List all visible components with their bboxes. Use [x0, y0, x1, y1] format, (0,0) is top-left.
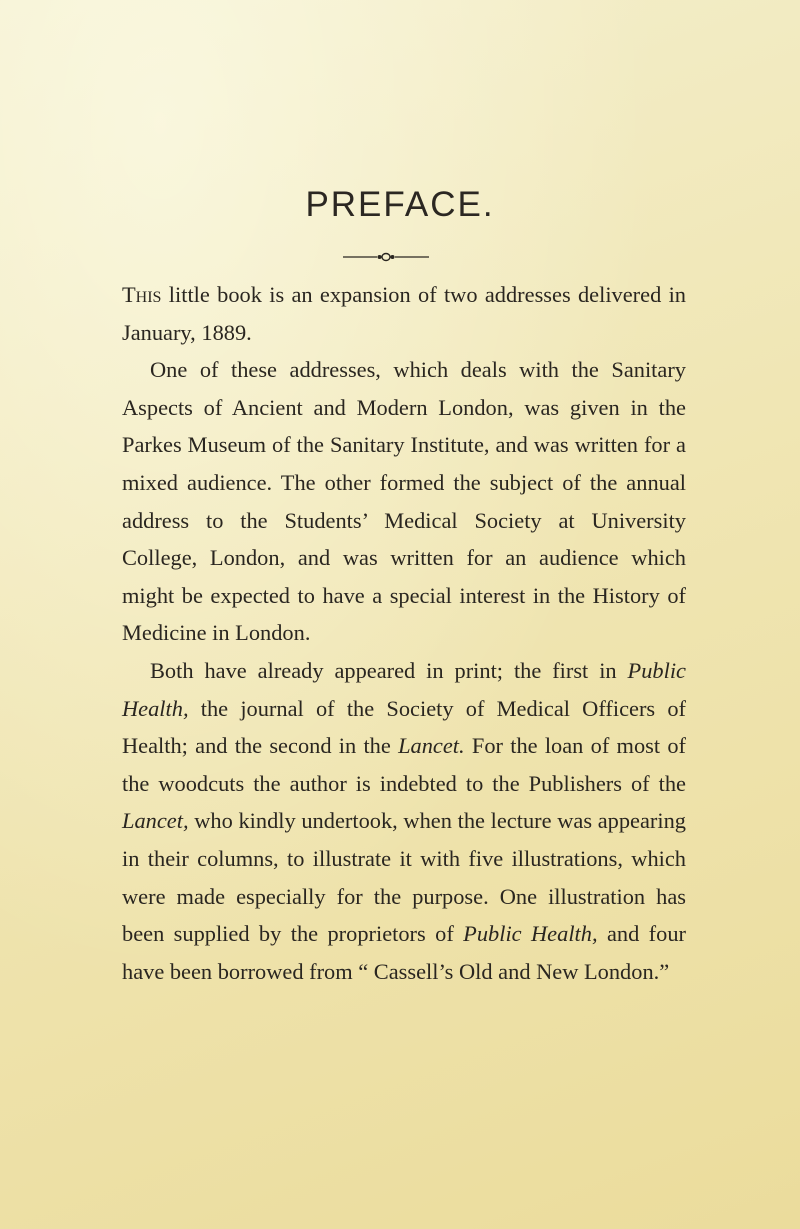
paragraph-3 — [122, 652, 686, 990]
paragraph-3-seg-4: who kindly undertook, when the lecture was appearing in their columns, to illustrate it with five illustrations, which were made especially for the purpose. One illustration has been supplied by the proprietors of — [122, 808, 686, 947]
title-lancet-2: Lancet, — [122, 808, 189, 834]
paragraph-3-seg-5: and four have been borrowed from “ Cassell’s Old and New London.” — [122, 921, 686, 984]
paragraph-3-seg-3: For the loan of most of the woodcuts the author is indebted to the Publishers of the — [122, 733, 686, 796]
paragraph-3-seg-1: Both have already appeared in print; the first in — [150, 657, 628, 683]
paragraph-1 — [122, 276, 686, 351]
preface-body — [122, 276, 686, 990]
paragraph-1-text: little book is an expansion of two addresses delivered in January, 1889. — [122, 282, 686, 345]
title-lancet: Lancet. — [398, 733, 465, 759]
rule-ornament-icon — [343, 250, 429, 264]
paragraph-3-seg-2: the journal of the Society of Medical Officers of Health; and the second in the — [122, 695, 686, 759]
title-public-health-2: Public Health, — [463, 921, 598, 947]
paragraph-2-text: One of these addresses, which deals with the Sanitary Aspects of Ancient and Modern London, was given in the Parkes Museum of the Sanitary Institute, and was written for a mixed audience. The other formed the subject of the annual address to the Students’ Medical Society at University College, London, and was written for an audience which might be expected to have a special interest in the History of Medicine in London. — [122, 357, 686, 646]
paragraph-2 — [122, 351, 686, 652]
page-title: PREFACE. — [305, 185, 495, 224]
title-public-health: Public Health, — [122, 657, 686, 721]
lead-word: This — [122, 282, 162, 307]
